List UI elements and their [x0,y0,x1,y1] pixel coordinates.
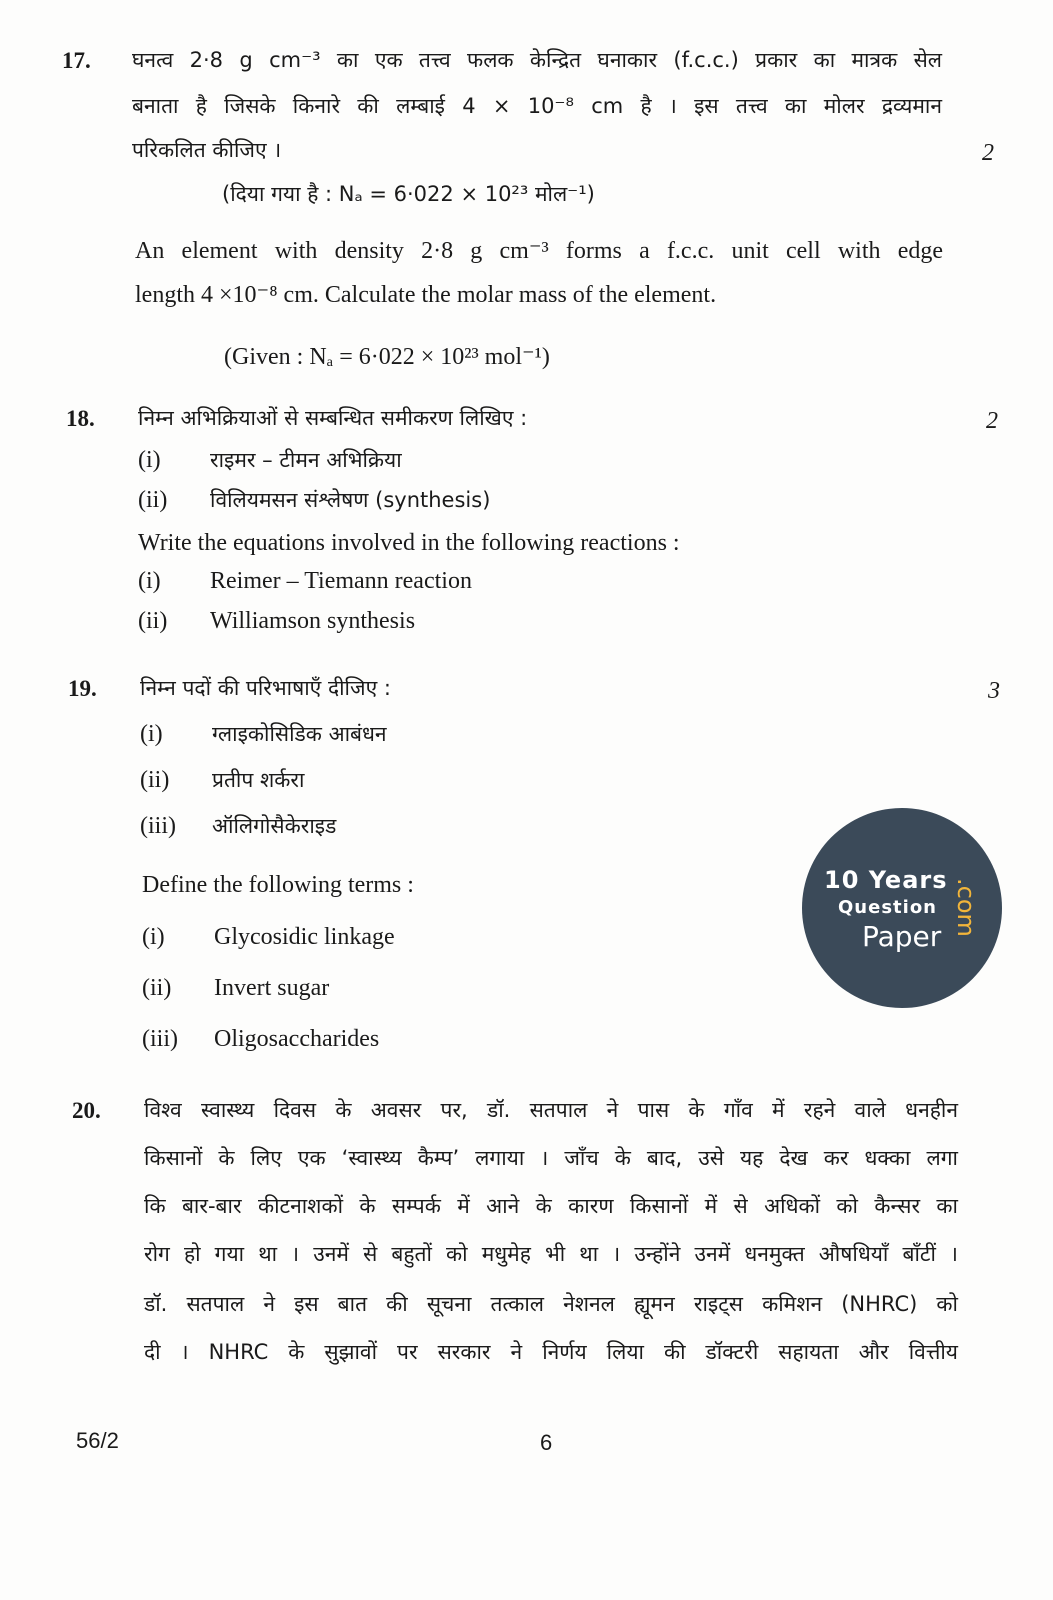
page-number: 6 [540,1430,553,1455]
q18-number: 18. [66,406,95,431]
q17-english-line-1: An element with density 2·8 g cm⁻³ forms a f.c.c. unit cell with edge [135,238,943,264]
q19-english-item-3 [142,1026,379,1053]
item-text: Invert sugar [214,975,330,1001]
q18-hindi-item-2 [138,486,490,514]
q19-marks: 3 [988,678,1000,704]
q20-line-6: दी । NHRC के सुझावों पर सरकार ने निर्णय लिया की डॉक्टरी सहायता और वित्तीय [144,1340,958,1364]
q20-line-1: विश्व स्वास्थ्य दिवस के अवसर पर, डॉ. सतपाल ने पास के गाँव में रहने वाले धनहीन [144,1098,958,1122]
watermark-line-4: .com [952,878,980,937]
item-text: विलियमसन संश्लेषण (synthesis) [210,488,491,512]
item-text: Reimer – Tiemann reaction [210,568,472,594]
q19-hindi-item-1 [140,720,387,748]
item-text: Oligosaccharides [214,1026,380,1052]
q17-english-given: (Given : Nₐ = 6·022 × 10²³ mol⁻¹) [224,344,550,370]
item-label: (i) [138,447,161,473]
q20-line-4: रोग हो गया था । उनमें से बहुतों को मधुमेह भी था । उन्होंने उनमें धनमुक्त औषधियाँ बाँटीं । [144,1242,958,1266]
item-text: राइमर – टीमन अभिक्रिया [210,448,402,472]
item-label: (i) [142,924,165,950]
watermark-line-2: Question [838,897,937,918]
item-label: (iii) [140,813,176,839]
item-text: प्रतीप शर्करा [212,768,305,792]
paper-code: 56/2 [76,1428,119,1453]
watermark-line-3: Paper [862,920,942,953]
q20-number: 20. [72,1098,101,1123]
q17-hindi-line-1: घनत्व 2·8 g cm⁻³ का एक तत्त्व फलक केन्द्रित घनाकार (f.c.c.) प्रकार का मात्रक सेल [132,48,942,72]
item-text: ऑलिगोसैकेराइड [212,814,337,838]
q19-english-item-1 [142,924,395,951]
q18-hindi-stem: निम्न अभिक्रियाओं से सम्बन्धित समीकरण लिखिए : [138,406,528,430]
q17-marks: 2 [982,140,994,166]
q17-english-line-2: length 4 ×10⁻⁸ cm. Calculate the molar mass of the element. [135,282,717,308]
q18-english-stem: Write the equations involved in the following reactions : [138,530,680,556]
q20-line-5: डॉ. सतपाल ने इस बात की सूचना तत्काल नेशनल ह्यूमन राइट्स कमिशन (NHRC) को [144,1292,958,1316]
q19-hindi-item-2 [140,766,304,794]
item-label: (ii) [142,975,172,1001]
q18-english-item-2 [138,608,415,635]
item-label: (ii) [140,767,170,793]
q18-english-item-1 [138,568,472,595]
item-label: (ii) [138,608,168,634]
item-text: Glycosidic linkage [214,924,395,950]
q18-hindi-item-1 [138,446,402,474]
q19-english-item-2 [142,975,329,1002]
item-text: ग्लाइकोसिडिक आबंधन [212,722,387,746]
q19-hindi-stem: निम्न पदों की परिभाषाएँ दीजिए : [140,676,391,700]
q20-line-2: किसानों के लिए एक ‘स्वास्थ्य कैम्प’ लगाया । जाँच के बाद, उसे यह देख कर धक्का लगा [144,1146,958,1170]
item-label: (i) [138,568,161,594]
q17-hindi-line-2: बनाता है जिसके किनारे की लम्बाई 4 × 10⁻⁸ cm है । इस तत्त्व का मोलर द्रव्यमान [132,94,942,118]
item-label: (ii) [138,487,168,513]
q18-marks: 2 [986,408,998,434]
q17-number: 17. [62,48,91,73]
item-text: Williamson synthesis [210,608,416,634]
q19-hindi-item-3 [140,812,336,840]
item-label: (iii) [142,1026,178,1052]
q20-line-3: कि बार-बार कीटनाशकों के सम्पर्क में आने के कारण किसानों में से अधिकों को कैन्सर का [144,1194,958,1218]
q17-hindi-given: (दिया गया है : Nₐ = 6·022 × 10²³ मोल⁻¹) [222,182,595,206]
watermark-line-1: 10 Years [824,866,948,894]
item-label: (i) [140,721,163,747]
watermark-badge [802,808,1002,1008]
q17-hindi-line-3: परिकलित कीजिए । [132,138,282,162]
q19-number: 19. [68,676,97,701]
q19-english-stem: Define the following terms : [142,872,414,898]
